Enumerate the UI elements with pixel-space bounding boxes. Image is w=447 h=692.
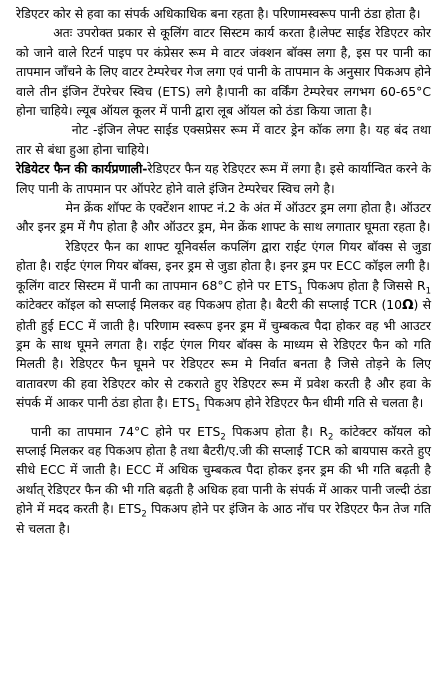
- paragraph-note-drain-cock: नोट -इंजिन लेफ्ट साईड एक्सप्रेसर रूम में वाटर ड्रेन कॉक लगा है। यह बंद तथा तार से बंधा हुआ होना चाहिये।: [16, 122, 431, 157]
- paragraph-cooling-system: अतः उपरोक्त प्रकार से कूलिंग वाटर सिस्टम कार्य करता है।लेफ्ट साईड रेडिएटर कोर को जाने वाले रिटर्न पाइप पर कंप्रेसर रूम मे वाटर जंक्शन बॉक्स लगा है, इस पर पानी का तापमान जाँचने के लिए वाटर टेम्परेचर गेज लगा एवं पानी के तापमान के अनुसार पिकअप होने वाले तीन इंजिन टेंपरेचर स्विच (ETS) लगे है।पानी का वर्किंग टेम्परेचर लगभग 60-65°C होना चाहिये। ल्यूब ऑयल कूलर में पानी द्वारा लूब ऑयल को ठंडा किया जाता है।: [16, 25, 431, 119]
- subscript-r2: 2: [328, 432, 334, 442]
- paragraph-radiator-fan-text: रेडिएटर फैन यह रेडिएटर रूम में लगा है। इसे कार्यान्वित करने के लिए पानी के तापमान पर ऑपरेट होने वाले इंजिन टेम्परेचर स्विच लगे है।: [16, 161, 431, 196]
- subscript-ets2-second: 2: [141, 509, 147, 520]
- text-ets1-d: ) से होती हुई ECC में जाती है। परिणाम स्वरूप इनर ड्रम में चुम्बकत्व पैदा होकर वह भी आउटर ड्रम के साथ घूमने लगता है। राईट एंगल गियर बॉक्स के माध्यम से रेडिएटर फैन को गति मिलती है। रेडिएटर फैन घूमने पर रेडिएटर रूम मे निर्वात बनता है जिसे तोड़ने के लिए वातावरण की हवा रेडिएटर कोर से टकराते हुए रेडिएटर रूम में प्रवेश करती है और हवा के संपर्क में आकर पानी ठंडा होता है। ETS: [16, 297, 432, 411]
- paragraph-ets2-pickup: [16, 422, 431, 538]
- subscript-ets1-second: 1: [195, 403, 201, 414]
- paragraph-outer-drum: मेन क्रेंक शॉफ्ट के एक्टेंशन शाफ्ट नं.2 के अंत में ऑउटर ड्रम लगा होता है। ऑउटर और इनर ड्रम में गैप होता है और ऑउटर ड्रम, मेन क्रेंक शाफ्ट के साथ लगातार घूमता रहता है।: [16, 200, 431, 235]
- subscript-ets2: 2: [220, 432, 226, 442]
- text-ets2-b: पिकअप होता है। R: [225, 423, 328, 439]
- text-ets1-b: पिकअप होता है जिससे R: [302, 277, 426, 293]
- text-ets2-d: पिकअप होने पर इंजिन के आठ नॉच पर रेडिएटर फैन तेज गति से चलता है।: [16, 501, 431, 536]
- section-heading-radiator-fan: रेडियेटर फैन की कार्यप्रणाली-: [16, 161, 148, 177]
- text-ets1-a: कूलिंग वाटर सिस्टम में पानी का तापमान 68°C होने पर ETS: [16, 277, 298, 293]
- paragraph-fan-shaft: रेडिएटर फैन का शाफ्ट यूनिवर्सल कपलिंग द्वारा राईट एंगल गियर बॉक्स से जुडा होता है। राईट एंगल गियर बॉक्स, इनर ड्रम से जुडा होता है। इनर ड्रम पर ECC कॉइल लगी है।: [16, 238, 431, 274]
- text-ets1-e: पिकअप होने रेडिएटर फैन धीमी गति से चलता है।: [200, 395, 424, 411]
- text-ets1-c: कांटेक्टर कॉइल को सप्लाई मिलकर वह पिकअप होता है। बैटरी की सप्लाई TCR (10: [16, 297, 403, 313]
- paragraph-radiator-core: रेडिएटर कोर से हवा का संपर्क अधिकाधिक बना रहता है। परिणामस्वरूप पानी ठंडा होता है।: [16, 6, 421, 21]
- omega-symbol: Ω: [402, 297, 414, 314]
- text-ets2-c: कांटेक्टर कॉयल को सप्लाई मिलकर वह पिकअप होता है तथा बैटरी/ए.जी की सप्लाई TCR को बायपास करते हुए सीधे ECC में जाती है। ECC में अधिक चुम्बकत्व पैदा होकर इनर ड्रम की भी गति बढ़ती है अर्थात् रेडिएटर फैन की भी गति बढ़ती है अधिक हवा पानी के संपर्क में आकर पानी जल्दी ठंडा होने में मदद करती है। ETS: [16, 423, 431, 517]
- subscript-ets1: 1: [297, 286, 303, 297]
- text-ets2-a: पानी का तापमान 74°C होने पर ETS: [30, 423, 221, 439]
- paragraph-ets1-pickup: [16, 276, 431, 413]
- subscript-r1: 1: [425, 286, 431, 297]
- paragraph-radiator-fan-operation: [16, 159, 431, 198]
